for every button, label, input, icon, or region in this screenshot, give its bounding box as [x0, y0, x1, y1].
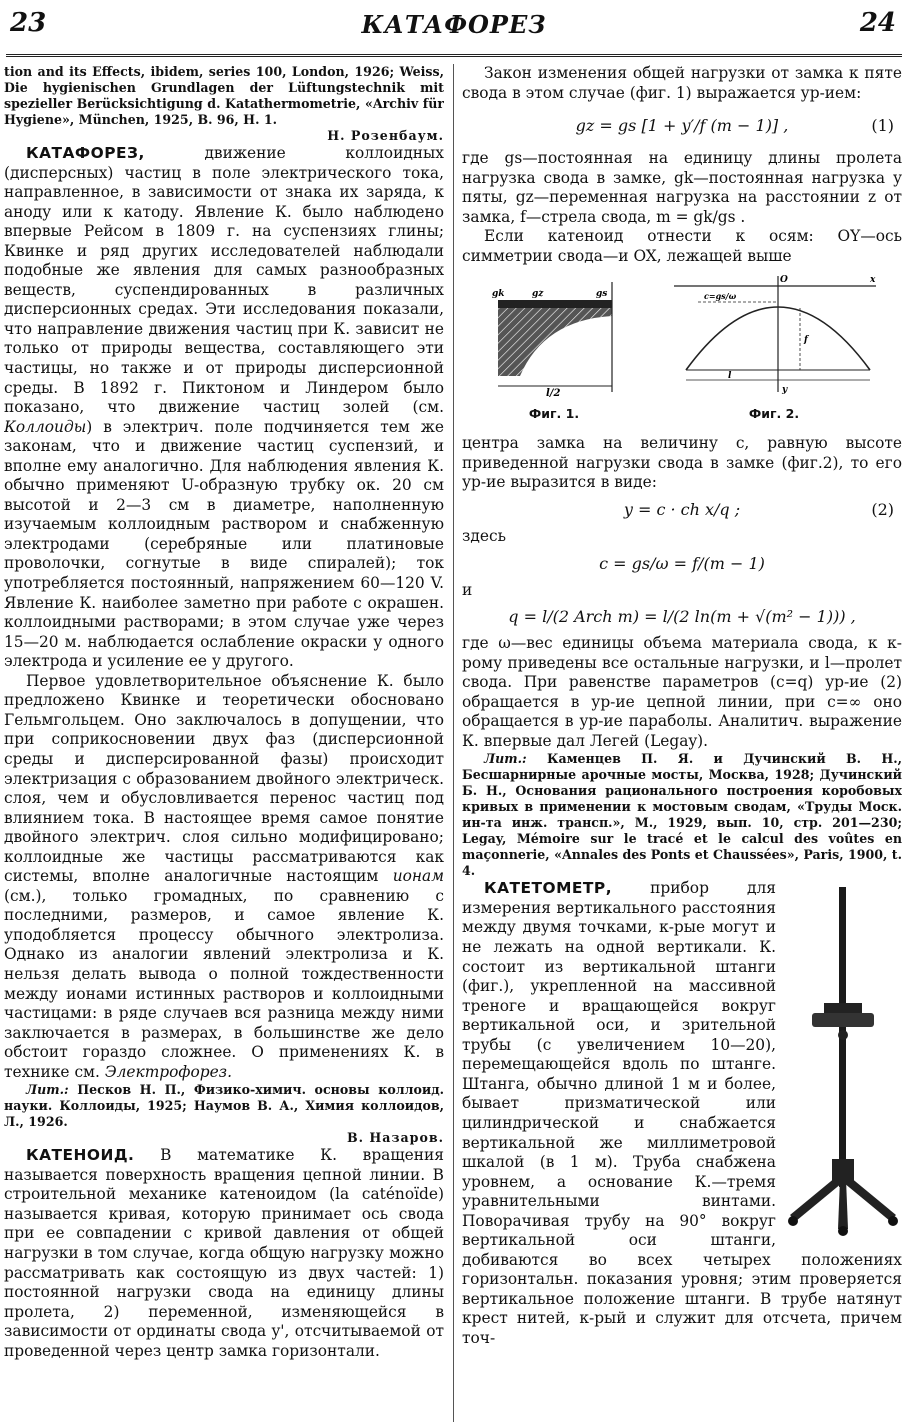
formula-text: y = c · ch x/q ; — [623, 500, 741, 520]
span-label: l/2 — [546, 388, 561, 400]
literature-block — [462, 751, 902, 879]
article-paragraph: где gs—постоянная на единицу длины пролета нагрузка свода в замке, gk—постоянная нагрузка у пяты, gz—переменная нагрузка на расстоянии z от замка, f—стрела свода, m = gk/gs . — [462, 149, 902, 226]
article-paragraph: центра замка на величину c, равную высоте приведенной нагрузки свода в замке (фиг.2), то его ур-ие выразится в виде: — [462, 434, 902, 492]
literature-text: Каменцев П. Я. и Дучинский В. Н., Бесшарнирные арочные мосты, Москва, 1928; Дучинский Б. Н., Основания рационального построения коробовых кривых в применении к мостовым сводам, «Труды Моск. ин-та инж. трансп.», М., 1929, вып. 10, стр. 201—230; Legay, Mémoire sur le tracé et le calcul des voûtes en maçonnerie, «Annales des Ponts et Chaussées», Paris, 1900, t. 4. — [462, 751, 902, 879]
telescope-tube — [812, 1013, 874, 1027]
catenoid-arch-diagram — [668, 272, 880, 400]
article-katetometr — [462, 879, 902, 1348]
running-title: КАТАФОРЕЗ — [361, 10, 547, 39]
reference-tail-text: tion and its Effects, ibidem, series 100, London, 1926; Weiss, Die hygienischen Grundlagen der Lüftungstechnik mit spezieller Berücksichtigung d. Katathermometrie, «Archiv für Hygiene», München, 1925, B. 96, H. 1. — [4, 64, 444, 127]
load-label: gk — [492, 289, 505, 300]
formula-text: c = gs/ω = f/(m − 1) — [599, 553, 765, 573]
rise-label: f — [804, 335, 808, 346]
formula-number: (1) — [871, 116, 894, 136]
author-signature: Н. Розенбаум. — [327, 128, 444, 143]
axis-label: y — [782, 385, 788, 396]
article-paragraph: где ω—вес единицы объема материала свода, к к-рому приведены все остальные нагрузки, и l—пролет свода. При равенстве параметров (c=q) ур-ие (2) обращается в ур-ие цепной линии, при c=∞ оно обращается в ур-ие параболы. Аналитич. выражение К. впервые дал Легей (Legay). — [462, 634, 902, 750]
literature-text: Песков Н. П., Физико-химич. основы коллоид. науки. Коллоиды, 1925; Наумов В. А., Химия коллоидов, Л., 1926. — [4, 1082, 444, 1130]
span-label: l — [728, 371, 732, 382]
cross-reference[interactable]: Электрофорез. — [104, 1062, 232, 1081]
load-label: gz — [532, 289, 544, 300]
article-kataforez — [4, 144, 444, 672]
formula-2 — [462, 493, 902, 527]
load-strip — [498, 300, 612, 308]
literature-label: Лит.: — [26, 1082, 69, 1098]
article-text: (см.), только громадных, по сравнению с последними, размеров, и самое явление К. уподобляется процессу обычного электролиза. Однако из аналогии явлений электролиза и К. нельзя делать вывода о полной тождественности между ионами истинных растворов и коллоидными частицами: в ряде случаев вся разница между ними заключается в размерах, в большинстве же дело обстоит гораздо сложнее. О применениях К. в технике см. — [4, 886, 444, 1081]
column-divider — [453, 64, 454, 1422]
reference-tail — [4, 64, 444, 144]
right-column — [462, 64, 902, 1424]
figure-caption: Фиг. 1. — [528, 406, 580, 422]
formula-3 — [462, 547, 902, 581]
page-number-right: 24 — [859, 8, 896, 38]
load-label: gs — [596, 289, 608, 300]
telescope-carriage — [824, 1003, 862, 1013]
leveling-screw — [838, 1226, 848, 1236]
article-paragraph: Если катеноид отнести к осям: OY—ось симметрии свода—и OX, лежащей выше — [462, 227, 902, 265]
formula-text: q = l/(2 Arch m) = l/(2 ln(m + √(m² − 1))) , — [508, 607, 856, 627]
article-text: движение коллоидных (дисперсных) частиц в поле электрического тока, направленное, в зависимости от знака их заряда, к аноду или к катоду. Явление К. было наблюдено впервые Рейсом в 1809 г. на суспензиях глины; Квинке и ряд других исследователей наблюдали подобные же явления для самых разнообразных веществ, суспендированных в различных дисперсионных средах. Эти исследования показали, что направление движения частиц при К. зависит не только от природы вещества, составляющего эти частицы, но также и от природы дисперсионной среды. В 1892 г. Пиктоном и Линдером было показано, что движение частиц золей (см. — [4, 144, 444, 417]
formula-text: gz = gs [1 + y′/f (m − 1)] , — [575, 116, 789, 136]
tripod-leg — [844, 1177, 896, 1221]
vault-load-diagram — [484, 272, 624, 400]
cross-reference[interactable]: ионам — [392, 867, 444, 886]
adjust-knob — [838, 1030, 848, 1040]
article-text: прибор для измерения вертикального расстояния между двумя точками, к-рые могут и не лежать на одной вертикали. К. состоит из вертикальной штанги (фиг.), укрепленной на массивной треноге и вращающейся вокруг вертикальной оси, и зрительной трубы (с увеличением 10—20), перемещающейся вдоль по штанге. Штанга, обычно длиной 1 м и более, бывает призматической или цилиндрической и снабжается вертикальной же миллиметровой шкалой (в 1 м). Труба снабжена уровнем, а основание К.—тремя уравнительными винтами. Поворачивая трубу на 90° вокруг вертикальной оси штанги, добиваются во всех четырех положениях горизонтальн. показания уровня; этим проверяется вертикальное положение штанги. В трубе натянут крест нитей, к-рый и служит для отсчета, причем точ- — [462, 879, 902, 1347]
leveling-screw — [788, 1216, 798, 1226]
entry-headword: КАТАФОРЕЗ, — [26, 144, 145, 162]
tripod-leg — [790, 1177, 842, 1221]
literature-label: Лит.: — [484, 751, 527, 767]
page-header — [6, 4, 902, 57]
article-text: ) в электрич. поле подчиняется тем же законам, что и движение частиц суспензий, и вполне ему аналогично. Для наблюдения явления К. обычно применяют U-образную трубку ок. 20 см высотой и 2—3 см в диаметре, наполненную изучаемым коллоидным раствором и снабженную электродами (серебряные или платиновые проволочки, согнутые в виде спиралей); ток употребляется постоянный, напряжением 60—120 V. Явление К. наиболее заметно при работе с окрашен. коллоидными растворами; в этом случае уже через 15—20 м. наблюдается ослабление окраски у одного электрода и усиление ее у другого. — [4, 417, 444, 671]
formula-intro: здесь — [462, 527, 506, 546]
axis-label: x — [870, 275, 876, 286]
author-signature: В. Назаров. — [346, 1130, 444, 1146]
formula-number: (2) — [871, 500, 894, 520]
cathetometer-illustration — [784, 883, 902, 1239]
figure-2 — [668, 272, 880, 424]
origin-label: O — [780, 275, 788, 286]
c-label: c=gs/ω — [704, 291, 737, 302]
article-paragraph — [4, 672, 444, 1082]
hatch-fill — [498, 308, 612, 376]
formula-4 — [462, 600, 902, 634]
article-text: Первое удовлетворительное объяснение К. было предложено Квинке и теоретически обосновано Гельмгольцем. Оно заключалось в допущении, что при соприкосновении двух фаз (дисперсионной среды и дисперсированной фазы) происходит электризация с образованием двойного электрическ. слоя, чем и обусловливается перенос частиц под влиянием тока. В настоящее время самое понятие двойного электрич. слоя сильно модифицировано; коллоидные же частицы рассматриваются как системы, вполне аналогичные настоящим — [4, 671, 444, 886]
literature-block — [4, 1082, 444, 1146]
formula-intro: и — [462, 580, 473, 599]
figures-row — [462, 272, 902, 430]
formula-1 — [462, 103, 902, 149]
article-text: В математике К. вращения называется поверхность вращения цепной линии. В строительной механике катеноидом (la caténoïde) называется кривая, которую принимает ось свода при ее совпадении с кривой давления от общей нагрузки в том случае, когда общую нагрузку можно рассматривать как состоящую из двух частей: 1) постоянной нагрузки свода на единицу длины пролета, 2) переменной, изменяющейся в зависимости от ординаты свода y', отсчитываемой от проведенной через центр замка горизонтали. — [4, 1146, 444, 1360]
cross-reference[interactable]: Коллоиды — [4, 417, 87, 436]
entry-headword: КАТЕТОМЕТР, — [484, 879, 613, 898]
page-number-left: 23 — [10, 8, 47, 38]
left-column — [4, 64, 444, 1424]
article-katenoid — [4, 1146, 444, 1361]
figure-caption: Фиг. 2. — [748, 406, 800, 422]
leveling-screw — [888, 1216, 898, 1226]
figure-1 — [484, 272, 624, 424]
article-paragraph: Закон изменения общей нагрузки от замка к пяте свода в этом случае (фиг. 1) выражается ур-ием: — [462, 64, 902, 102]
entry-headword: КАТЕНОИД. — [26, 1146, 135, 1165]
